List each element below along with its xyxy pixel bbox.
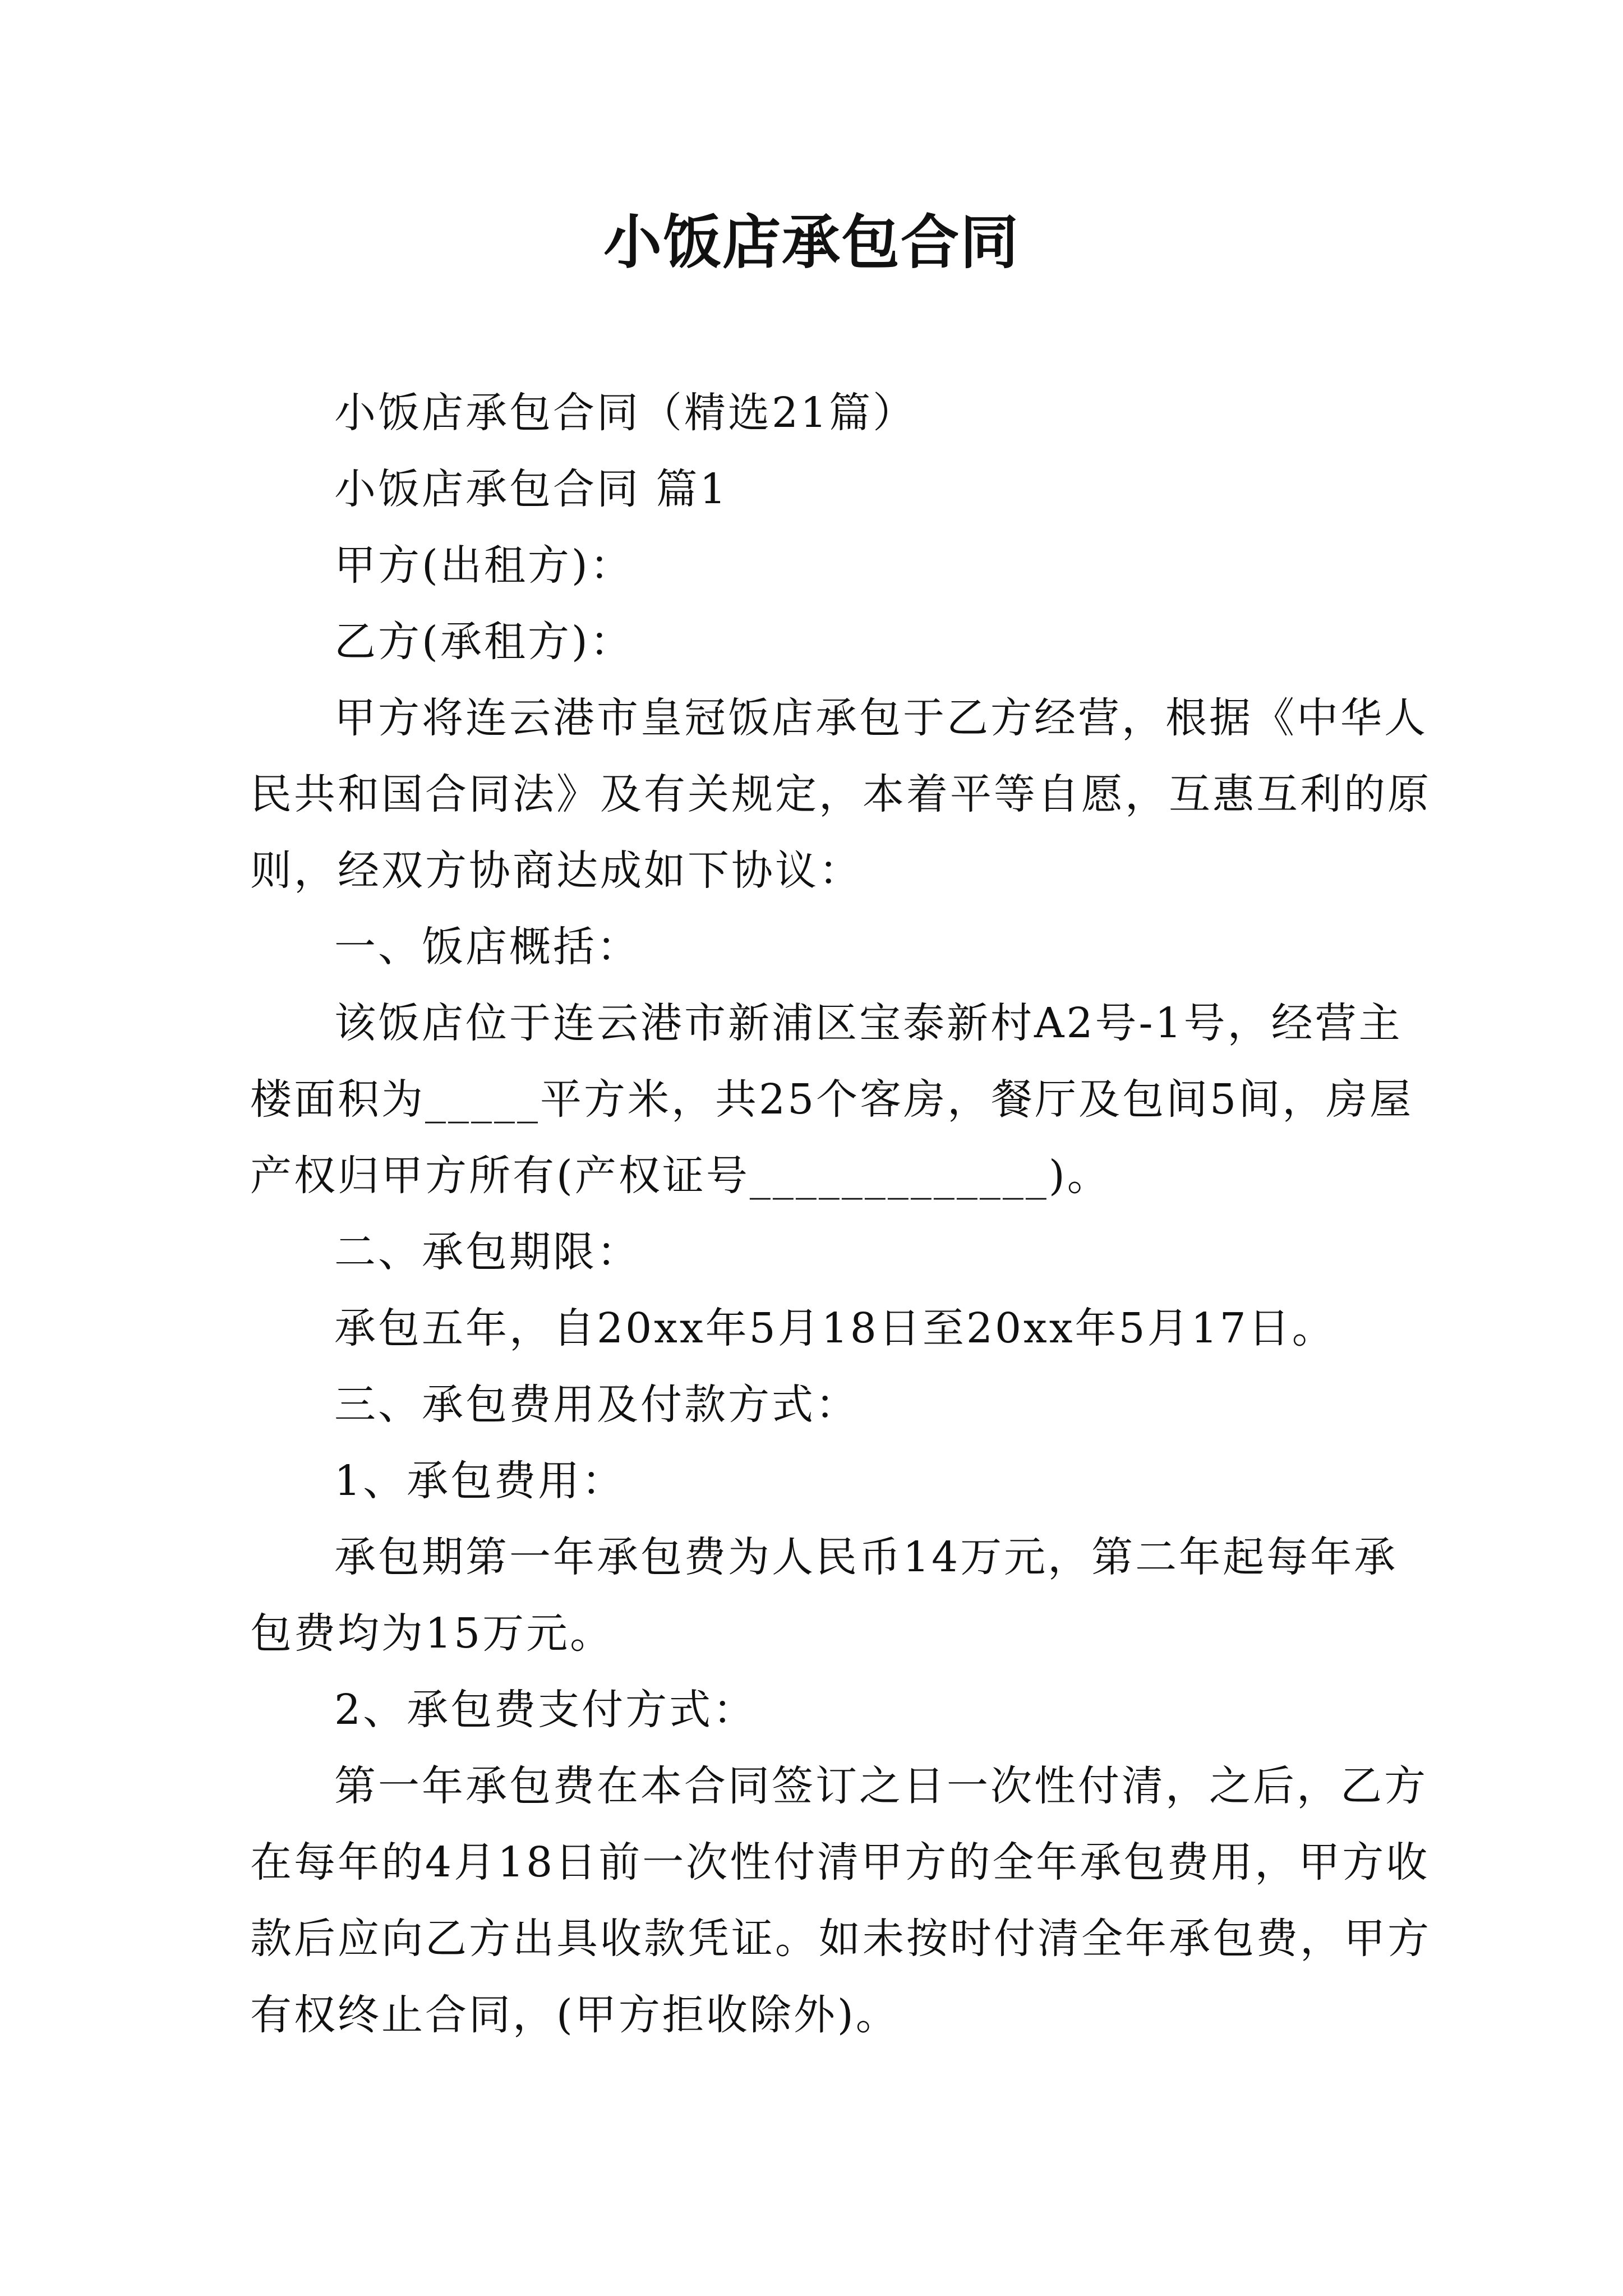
paragraph-subtitle: 小饭店承包合同（精选21篇） <box>334 389 917 437</box>
paragraph-clause-2-heading: 二、承包期限： <box>334 1228 640 1276</box>
paragraph-party-b: 乙方(承租方)： <box>334 618 634 666</box>
paragraph-fee-body: 承包期第一年承包费为人民币14万元，第二年起每年承包费均为15万元。 <box>250 1533 1398 1658</box>
paragraph-party-a: 甲方(出租方)： <box>334 541 634 590</box>
paragraph-clause-2-body: 承包五年，自20xx年5月18日至20xx年5月17日。 <box>334 1304 1336 1352</box>
paragraph-clause-3-heading: 三、承包费用及付款方式： <box>334 1381 859 1429</box>
paragraph-clause-1-body: 该饭店位于连云港市新浦区宝泰新村A2号-1号，经营主楼面积为_____平方米，共25个客房，餐厅及包间5间，房屋产权归甲方所有(产权证号_____________)。 <box>250 999 1414 1200</box>
paragraph-payment-heading: 2、承包费支付方式： <box>334 1686 757 1734</box>
paragraph-section-heading: 小饭店承包合同 篇1 <box>334 465 728 513</box>
paragraph-clause-1-heading: 一、饭店概括： <box>334 923 640 971</box>
paragraph-payment-body: 第一年承包费在本合同签订之日一次性付清，之后，乙方在每年的4月18日前一次性付清甲方的全年承包费用，甲方收款后应向乙方出具收款凭证。如未按时付清全年承包费，甲方有权终止合同，(甲方拒收除外)。 <box>250 1762 1431 2039</box>
paragraph-preamble: 甲方将连云港市皇冠饭店承包于乙方经营，根据《中华人民共和国合同法》及有关规定，本着平等自愿，互惠互利的原则，经双方协商达成如下协议： <box>250 694 1431 895</box>
document-body <box>250 375 1433 2053</box>
document-title: 小饭店承包合同 <box>603 208 1020 277</box>
paragraph-fee-heading: 1、承包费用： <box>334 1457 626 1505</box>
